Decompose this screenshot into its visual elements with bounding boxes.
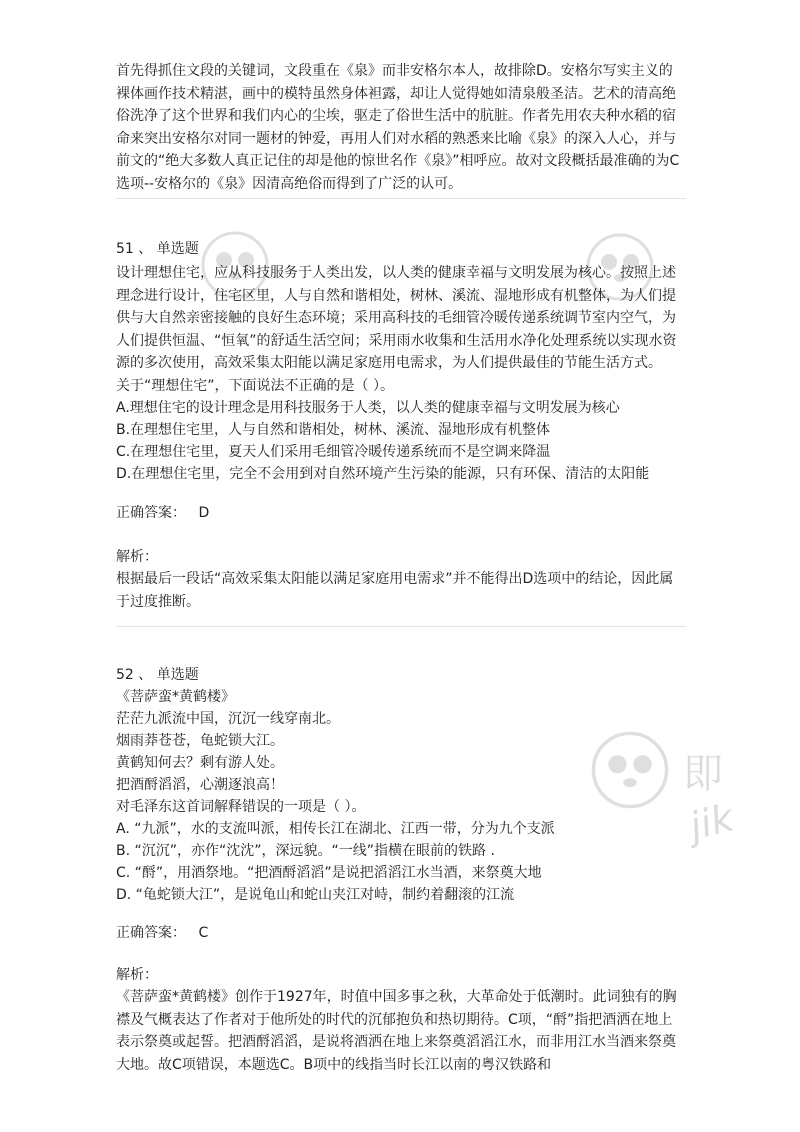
question-52-option-d: D. “龟蛇锁大江”，是说龟山和蛇山夹江对峙，制约着翻滚的江流 [116, 887, 515, 903]
question-52-option-a: A. “九派”，水的支流叫派，相传长江在湖北、江西一带，分为九个支派 [116, 821, 555, 837]
question-51-answer-row [116, 502, 209, 522]
question-52-header: 52 、 单选题 [116, 667, 199, 683]
answer-label: 正确答案： [116, 505, 186, 521]
watermark-text: 即 [683, 751, 723, 797]
question-51-analysis: 根据最后一段话“高效采集太阳能以满足家庭用电需求”并不能得出D选项中的结论，因此属于过度推断。 [116, 571, 674, 610]
question-52-option-b: B. “沉沉”，亦作“沈沈”，深远貌。“一线”指横在眼前的铁路 . [116, 843, 495, 859]
question-52-option-c: C. “酹”，用酒祭地。“把酒酹滔滔”是说把滔滔江水当酒，来祭奠大地 [116, 865, 542, 881]
divider [116, 626, 686, 627]
poem-line: 把酒酹滔滔，心潮逐浪高！ [116, 777, 284, 793]
watermark-domain: jik [685, 795, 738, 849]
question-52-prompt: 对毛泽东这首词解释错误的一项是（ ）。 [116, 799, 366, 815]
question-51-option-d: D.在理想住宅里，完全不会用到对自然环境产生污染的能源，只有环保、清洁的太阳能 [116, 466, 650, 482]
question-51-option-b: B.在理想住宅里，人与自然和谐相处，树林、溪流、湿地形成有机整体 [116, 422, 551, 438]
poem-title: 《菩萨蛮*黄鹤楼》 [116, 689, 235, 705]
divider [116, 198, 686, 199]
question-51-body: 设计理想住宅，应从科技服务于人类出发，以人类的健康幸福与文明发展为核心。按照上述理念进行设计，住宅区里，人与自然和谐相处，树林、溪流、湿地形成有机整体，为人们提供与大自然亲密接触的良好生态环境；采用高科技的毛细管冷暖传递系统调节室内空气，为人们提供恒温、“恒氧”的舒适生活空间；采用雨水收集和生活用水净化处理系统以实现水资源的多次使用，高效采集太阳能以满足家庭用电需求，为人们提供最佳的节能生活方式。 [116, 265, 677, 372]
question-52-analysis: 《菩萨蛮*黄鹤楼》创作于1927年，时值中国多事之秋，大革命处于低潮时。此词独有的胸襟及气概表达了作者对于他所处的时代的沉郁抱负和热切期待。C项，“酹”指把酒洒在地上表示祭奠或起誓。把酒酹滔滔，是说将酒洒在地上来祭奠滔滔江水，而非用江水当酒来祭奠大地。故C项错误，本题选C。B项中的线指当时长江以南的粤汉铁路和 [116, 989, 677, 1073]
intro-paragraph: 首先得抓住文段的关键词，文段重在《泉》而非安格尔本人，故排除D。安格尔写实主义的裸体画作技术精湛，画中的模特虽然身体袒露，却让人觉得她如清泉般圣洁。艺术的清高绝俗洗净了这个世界和我们内心的尘埃，驱走了俗世生活中的肮脏。作者先用农夫种水稻的宿命来突出安格尔对同一题材的钟爱，再用人们对水稻的熟悉来比喻《泉》的深入人心，并与前文的“绝大多数人真正记住的却是他的惊世名作《泉》”相呼应。故对文段概括最准确的为C选项--安格尔的《泉》因清高绝俗而得到了广泛的认可。 [116, 63, 680, 192]
answer-value: D [198, 505, 210, 521]
answer-label: 正确答案： [116, 925, 186, 941]
question-51-option-a: A.理想住宅的设计理念是用科技服务于人类，以人类的健康幸福与文明发展为核心 [116, 400, 620, 416]
question-52-answer-row [116, 922, 208, 942]
answer-value: C [198, 925, 209, 941]
question-52-analysis-label: 解析： [116, 967, 158, 983]
question-51-header: 51 、 单选题 [116, 241, 199, 257]
poem-line: 烟雨莽苍苍，龟蛇锁大江。 [116, 733, 284, 749]
question-51-analysis-label: 解析： [116, 549, 158, 565]
question-51-prompt: 关于“理想住宅”，下面说法不正确的是（ ）。 [116, 378, 394, 394]
question-51-option-c: C.在理想住宅里，夏天人们采用毛细管冷暖传递系统而不是空调来降温 [116, 444, 551, 460]
poem-line: 茫茫九派流中国，沉沉一线穿南北。 [116, 711, 340, 727]
poem-line: 黄鹤知何去？剩有游人处。 [116, 755, 284, 771]
